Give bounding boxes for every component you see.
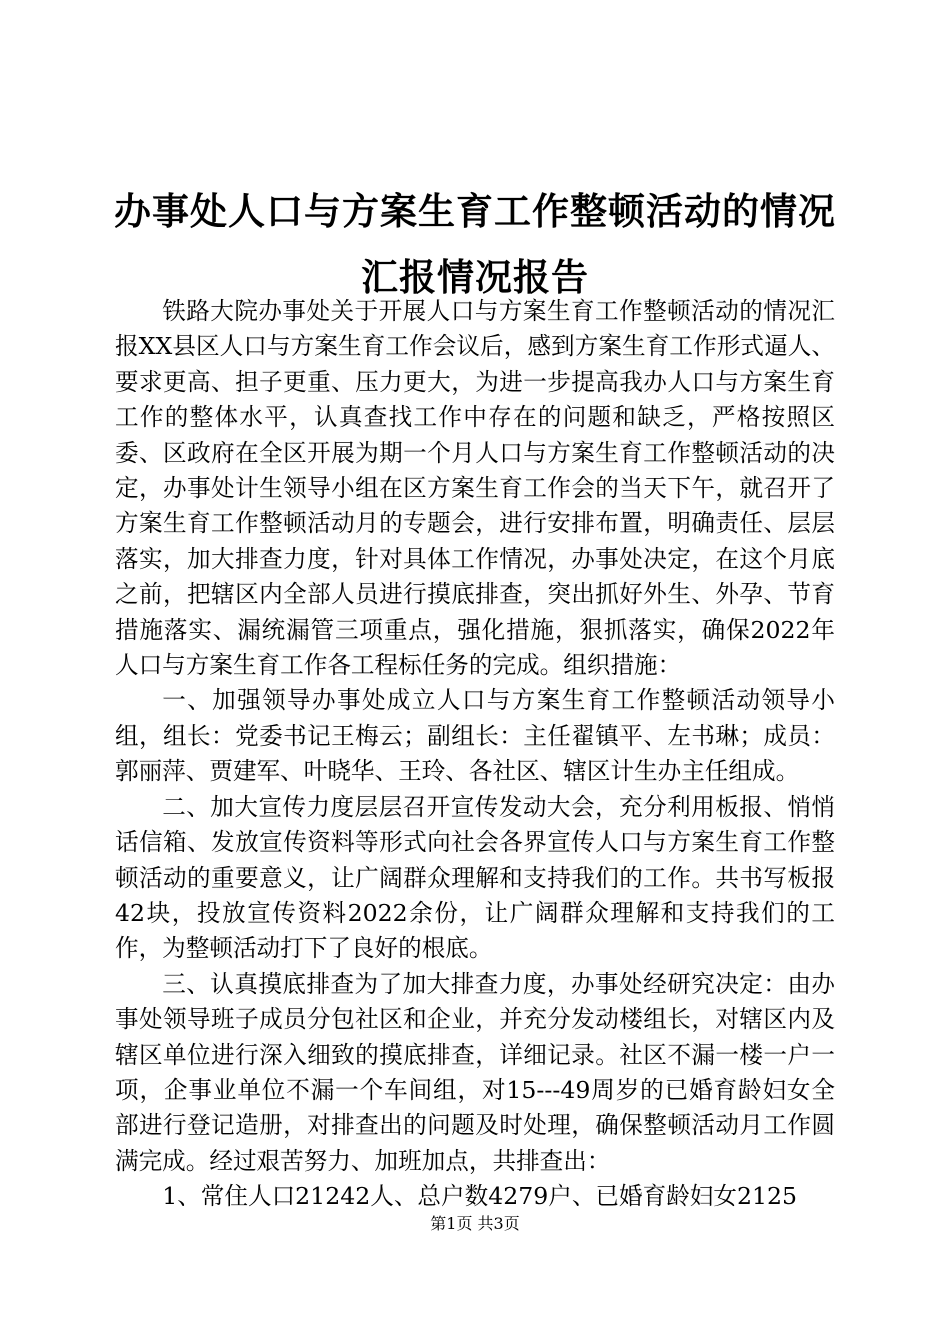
page-footer: 第1页 共3页 bbox=[430, 1214, 520, 1233]
document-body bbox=[115, 294, 835, 1215]
paragraph-item-1: 1、常住人口21242人、总户数4279户、已婚育龄妇女2125 bbox=[162, 1182, 798, 1211]
paragraph-intro: 铁路大院办事处关于开展人口与方案生育工作整顿活动的情况汇报XX县区人口与方案生育工作会议后，感到方案生育工作形式逼人、要求更高、担子更重、压力更大，为进一步提高我办人口与方案生育工作的整体水平，认真查找工作中存在的问题和缺乏，严格按照区委、区政府在全区开展为期一个月人口与方案生育工作整顿活动的决定，办事处计生领导小组在区方案生育工作会的当天下午，就召开了方案生育工作整顿活动月的专题会，进行安排布置，明确责任、层层落实，加大排查力度，针对具体工作情况，办事处决定，在这个月底之前，把辖区内全部人员进行摸底排查，突出抓好外生、外孕、节育措施落实、漏统漏管三项重点，强化措施，狠抓落实，确保2022年人口与方案生育工作各工程标任务的完成。组织措施： bbox=[115, 297, 835, 680]
paragraph-section-3: 三、认真摸底排查为了加大排查力度，办事处经研究决定：由办事处领导班子成员分包社区和企业，并充分发动楼组长，对辖区内及辖区单位进行深入细致的摸底排查，详细记录。社区不漏一楼一户一项，企事业单位不漏一个车间组，对15---49周岁的已婚育龄妇女全部进行登记造册，对排查出的问题及时处理，确保整顿活动月工作圆满完成。经过艰苦努力、加班加点，共排查出： bbox=[115, 969, 835, 1175]
document-title: 办事处人口与方案生育工作整顿活动的情况汇报情况报告 bbox=[114, 189, 836, 299]
paragraph-section-1: 一、加强领导办事处成立人口与方案生育工作整顿活动领导小组，组长：党委书记王梅云；副组长：主任翟镇平、左书琳；成员：郭丽萍、贾建军、叶晓华、王玲、各社区、辖区计生办主任组成。 bbox=[115, 686, 835, 786]
paragraph-section-2: 二、加大宣传力度层层召开宣传发动大会，充分利用板报、悄悄话信箱、发放宣传资料等形式向社会各界宣传人口与方案生育工作整顿活动的重要意义，让广阔群众理解和支持我们的工作。共书写板报42块，投放宣传资料2022余份，让广阔群众理解和支持我们的工作，为整顿活动打下了良好的根底。 bbox=[115, 792, 835, 963]
